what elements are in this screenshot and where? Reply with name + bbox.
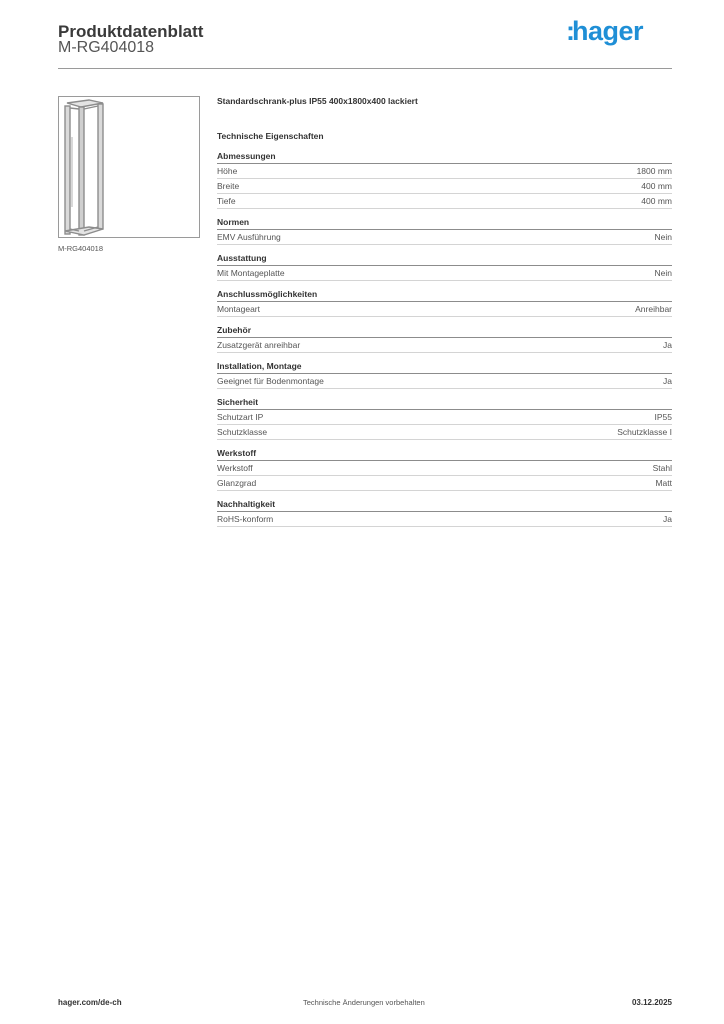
spec-label: Höhe [217,166,238,176]
spec-value: Schutzklasse I [617,427,672,437]
spec-row [217,374,672,389]
article-number: M-RG404018 [58,39,155,56]
spec-row [217,230,672,245]
spec-section [217,252,672,281]
spec-value: Anreihbar [635,304,672,314]
section-title: Normen [217,216,672,230]
spec-value: Nein [654,268,672,278]
spec-label: Schutzklasse [217,427,268,437]
spec-row [217,410,672,425]
spec-value: Stahl [652,463,672,473]
spec-label: Geeignet für Bodenmontage [217,376,324,386]
spec-label: RoHS-konform [217,514,274,524]
spec-row [217,512,672,527]
header-divider [58,68,672,69]
spec-value: IP55 [654,412,672,422]
spec-section [217,360,672,389]
spec-value: 400 mm [641,181,672,191]
footer-website[interactable]: hager.com/de-ch [58,998,122,1007]
spec-value: 400 mm [641,196,672,206]
spec-section [217,216,672,245]
spec-value: Ja [663,376,672,386]
section-title: Werkstoff [217,447,672,461]
spec-value: Nein [654,232,672,242]
spec-label: Tiefe [217,196,236,206]
spec-row [217,266,672,281]
spec-label: Schutzart IP [217,412,264,422]
product-title: Standardschrank-plus IP55 400x1800x400 lackiert [217,96,418,106]
specification-sections [217,150,672,527]
specification-content [217,95,672,534]
section-title: Sicherheit [217,396,672,410]
page-title: Produktdatenblatt [58,22,204,41]
footer-notice: Technische Änderungen vorbehalten [303,998,425,1007]
logo-text: hager [572,16,644,46]
spec-label: Glanzgrad [217,478,257,488]
spec-row [217,425,672,440]
section-title: Installation, Montage [217,360,672,374]
spec-label: Zusatzgerät anreihbar [217,340,301,350]
product-image [58,96,200,238]
spec-row [217,338,672,353]
section-title: Anschlussmöglichkeiten [217,288,672,302]
spec-section [217,498,672,527]
spec-value: Matt [655,478,672,488]
spec-section [217,288,672,317]
cabinet-frame-icon [59,97,201,239]
spec-row [217,461,672,476]
spec-section [217,396,672,440]
spec-value: Ja [663,514,672,524]
section-title: Zubehör [217,324,672,338]
spec-label: Breite [217,181,240,191]
spec-label: Montageart [217,304,260,314]
technical-properties-heading: Technische Eigenschaften [217,131,324,141]
spec-value: Ja [663,340,672,350]
footer-date: 03.12.2025 [631,998,672,1007]
section-title: Nachhaltigkeit [217,498,672,512]
spec-section [217,324,672,353]
section-title: Ausstattung [217,252,672,266]
spec-label: Werkstoff [217,463,253,473]
spec-row [217,179,672,194]
section-title: Abmessungen [217,150,672,164]
spec-section [217,150,672,209]
spec-row [217,476,672,491]
hager-logo [566,16,643,47]
spec-label: Mit Montageplatte [217,268,285,278]
logo-dots: : [566,16,572,46]
spec-row [217,302,672,317]
spec-row [217,164,672,179]
spec-row [217,194,672,209]
image-caption: M-RG404018 [58,244,104,253]
spec-label: EMV Ausführung [217,232,281,242]
spec-value: 1800 mm [636,166,672,176]
spec-section [217,447,672,491]
